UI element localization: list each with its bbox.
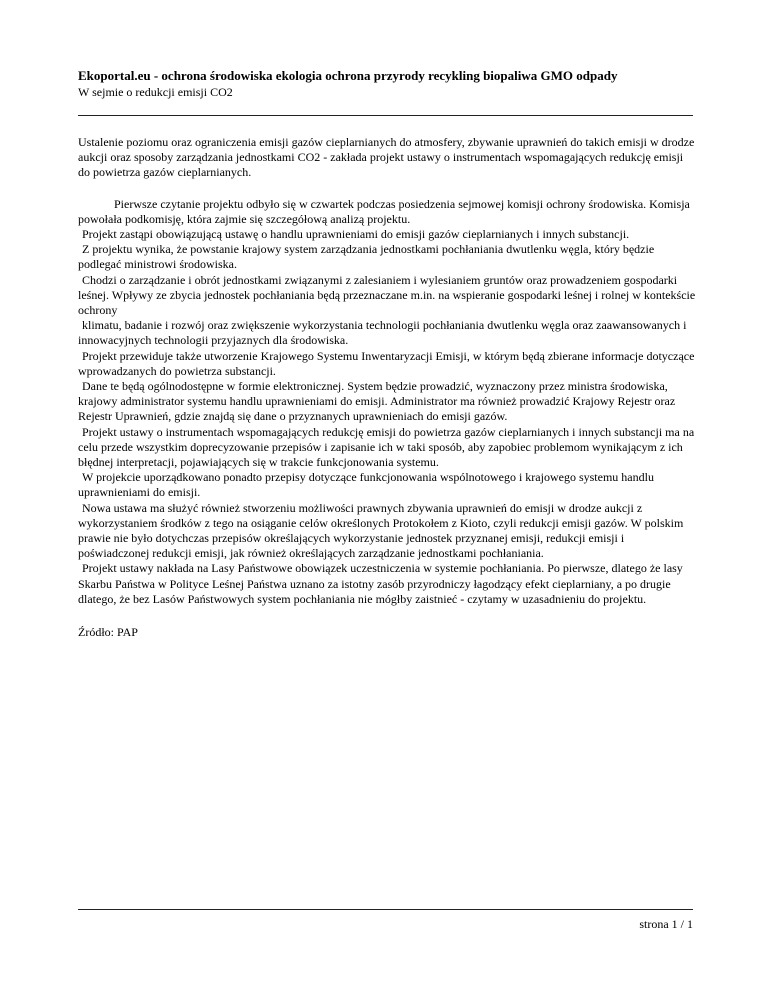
- article-paragraph: W projekcie uporządkowano ponadto przepisy dotyczące funkcjonowania wspólnotowego i krajowego systemu handlu uprawnieniami do emisji.: [78, 470, 654, 500]
- article-paragraph: Projekt zastąpi obowiązującą ustawę o handlu uprawnieniami do emisji gazów cieplarnianych i innych substancji.: [82, 227, 630, 242]
- article-paragraph: Z projektu wynika, że powstanie krajowy system zarządzania jednostkami pochłaniania dwutlenku węgla, który będzie podlegać ministrowi środowiska.: [78, 242, 655, 272]
- article-paragraph: klimatu, badanie i rozwój oraz zwiększenie wykorzystania technologii pochłaniania dwutlenku węgla oraz zaawansowanych i innowacyjnych technologii przyjaznych dla środowiska.: [78, 318, 687, 348]
- article-paragraph: Pierwsze czytanie projektu odbyło się w czwartek podczas posiedzenia sejmowej komisji ochrony środowiska. Komisja powołała podkomisję, która zajmie się szczegółową analizą projektu.: [78, 196, 690, 226]
- article-paragraph: Chodzi o zarządzanie i obrót jednostkami związanymi z zalesianiem i wylesianiem gruntów oraz prowadzeniem gospodarki leśnej. Wpływy ze zbycia jednostek pochłaniania będą przeznaczane m.in. na wspieranie gospodarki leśnej i rolnej w kontekście ochrony: [78, 272, 696, 318]
- page-footer: [78, 917, 693, 932]
- article-paragraph: Projekt przewiduje także utworzenie Krajowego Systemu Inwentaryzacji Emisji, w którym będą zbierane informacje dotyczące wprowadzanych do powietrza substancji.: [78, 348, 695, 378]
- page-header: [78, 68, 693, 100]
- page-number: strona 1 / 1: [639, 917, 693, 931]
- article-paragraph: Projekt ustawy nakłada na Lasy Państwowe obowiązek uczestniczenia w systemie pochłaniania. Po pierwsze, dlatego że lasy Skarbu Państwa w Polityce Leśnej Państwa uznano za istotny zasób przyrodniczy łagodzący efekt cieplarniany, a po drugie dlatego, że bez Lasów Państwowych system pochłaniania nie mógłby zaistnieć - czytamy w uzasadnieniu do projektu.: [78, 561, 683, 606]
- article-paragraph: Nowa ustawa ma służyć również stworzeniu możliwości prawnych zbywania uprawnień do emisji w drodze aukcji z wykorzystaniem środków z tego na osiąganie celów określonych Protokołem z Kioto, czyli redukcji emisji gazów. W polskim prawie nie było dotychczas przepisów określających wykorzystanie jednostek przyznanej emisji, redukcji emisji i poświadczonej redukcji emisji, jak również określających zarządzanie jednostkami pochłaniania.: [78, 500, 684, 561]
- article-lead: Ustalenie poziomu oraz ograniczenia emisji gazów cieplarnianych do atmosfery, zbywanie uprawnień do takich emisji w drodze aukcji oraz sposoby zarządzania jednostkami CO2 - zakłada projekt ustawy o instrumentach wspomagających redukcję emisji do powietrza gazów cieplarnianych.: [78, 135, 695, 180]
- article-body: [78, 135, 698, 652]
- article-subtitle: W sejmie o redukcji emisji CO2: [78, 85, 233, 99]
- article-source: Źródło: PAP: [78, 625, 138, 640]
- article-paragraph: Projekt ustawy o instrumentach wspomagających redukcję emisji do powietrza gazów cieplarnianych i innych substancji ma na celu przede wszystkim doprecyzowanie przepisów i zapisanie ich w taki sposób, aby zapobiec problemom wynikającym z ich błędnej interpretacji, pojawiających się w trakcie funkcjonowania systemu.: [78, 424, 695, 470]
- site-title: Ekoportal.eu - ochrona środowiska ekologia ochrona przyrody recykling biopaliwa GMO odpady: [78, 68, 618, 83]
- footer-divider: [78, 909, 693, 910]
- article-paragraph: Dane te będą ogólnodostępne w formie elektronicznej. System będzie prowadzić, wyznaczony przez ministra środowiska, krajowy administrator systemu handlu uprawnieniami do emisji. Administrator ma również prowadzić Krajowy Rejestr oraz Rejestr Uprawnień, gdzie znajdą się dane o przyznanych uprawnieniach do emisji gazów.: [78, 379, 676, 424]
- header-divider: [78, 115, 693, 116]
